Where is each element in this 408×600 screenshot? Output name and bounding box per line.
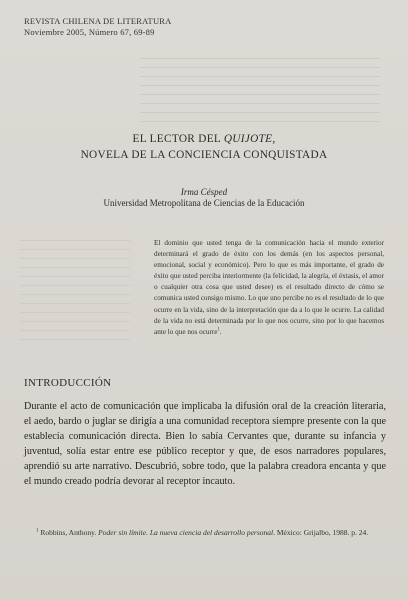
body-paragraph: Durante el acto de comunicación que implicaba la difusión oral de la creación literaria, el aedo, bardo o juglar se dirigía a una comunidad receptora siempre presente con la que establecía comunicación directa. Bien lo sabía Cervantes que, durante su infancia y juventud, solía estar entre ese público receptor y que, de esos narradores populares, aprendió su arte narrativo. Descubrió, sobre todo, que la palabra creadora encanta y que el mundo creado podría devorar al receptor incauto.: [24, 401, 386, 487]
footnote-number: 1: [36, 528, 39, 534]
author-name: Irma Césped: [180, 187, 228, 197]
issue-info: Noviembre 2005, Número 67, 69-89: [24, 27, 155, 37]
author-block: [0, 187, 408, 209]
title-line1-italic: QUIJOTE,: [223, 133, 276, 145]
footnote-author: Robbins, Anthony.: [40, 528, 99, 537]
footnote: [24, 527, 386, 538]
journal-name: REVISTA CHILENA DE LITERATURA: [24, 16, 172, 26]
footnote-marker: 1: [217, 327, 220, 333]
author-affiliation: Universidad Metropolitana de Ciencias de la Educación: [103, 198, 305, 208]
section-heading: INTRODUCCIÓN: [24, 377, 112, 389]
footnote-publication: . México: Grijalbo, 1988. p. 24.: [273, 528, 369, 537]
title-line1-prefix: EL LECTOR DEL: [132, 133, 224, 145]
epigraph: El dominio que usted tenga de la comunicación hacia el mundo exterior determinará el grado de éxito con los demás (en los aspectos personal, emocional, social y económico). Pero lo que es más importante, el grado de éxito que usted perciba interiormente (la felicidad, la alegría, el éxtasis, el amor o cualquier otra cosa que usted desee) es el resultado directo de cómo se comunica usted consigo mismo. Lo que uno percibe no es el resultado de lo que ocurre en la vida, sino de la interpretación que da a lo que le ocurre. La calidad de la vida no está determinada por lo que nos ocurre, sino por lo que hacemos ante lo que nos ocurre$^1$.: [154, 239, 384, 336]
journal-header: [24, 16, 172, 38]
title-line2: NOVELA DE LA CONCIENCIA CONQUISTADA: [80, 149, 328, 161]
epigraph-text: El dominio que usted tenga de la comunicación hacia el mundo exterior determinará el grado de éxito con los demás (en los aspectos personal, emocional, social y económico). Pero lo que es más importante, el grado de éxito que usted perciba interiormente (la felicidad, la alegría, el éxtasis, el amor o cualquier otra cosa que usted desee) es el resultado directo de cómo se comunica usted consigo mismo. Lo que uno percibe no es el resultado de lo que ocurre en la vida, sino de la interpretación que da a lo que le ocurre. La calidad de la vida no está determinada por lo que nos ocurre, sino por lo que hacemos ante lo que nos ocurre: [154, 239, 384, 336]
show-through-text: [20, 240, 130, 340]
body-text: [24, 399, 386, 489]
show-through-text: [140, 58, 380, 128]
article-title: [0, 131, 408, 163]
footnote-title: Poder sin límite. La nueva ciencia del desarrollo personal: [98, 528, 274, 537]
